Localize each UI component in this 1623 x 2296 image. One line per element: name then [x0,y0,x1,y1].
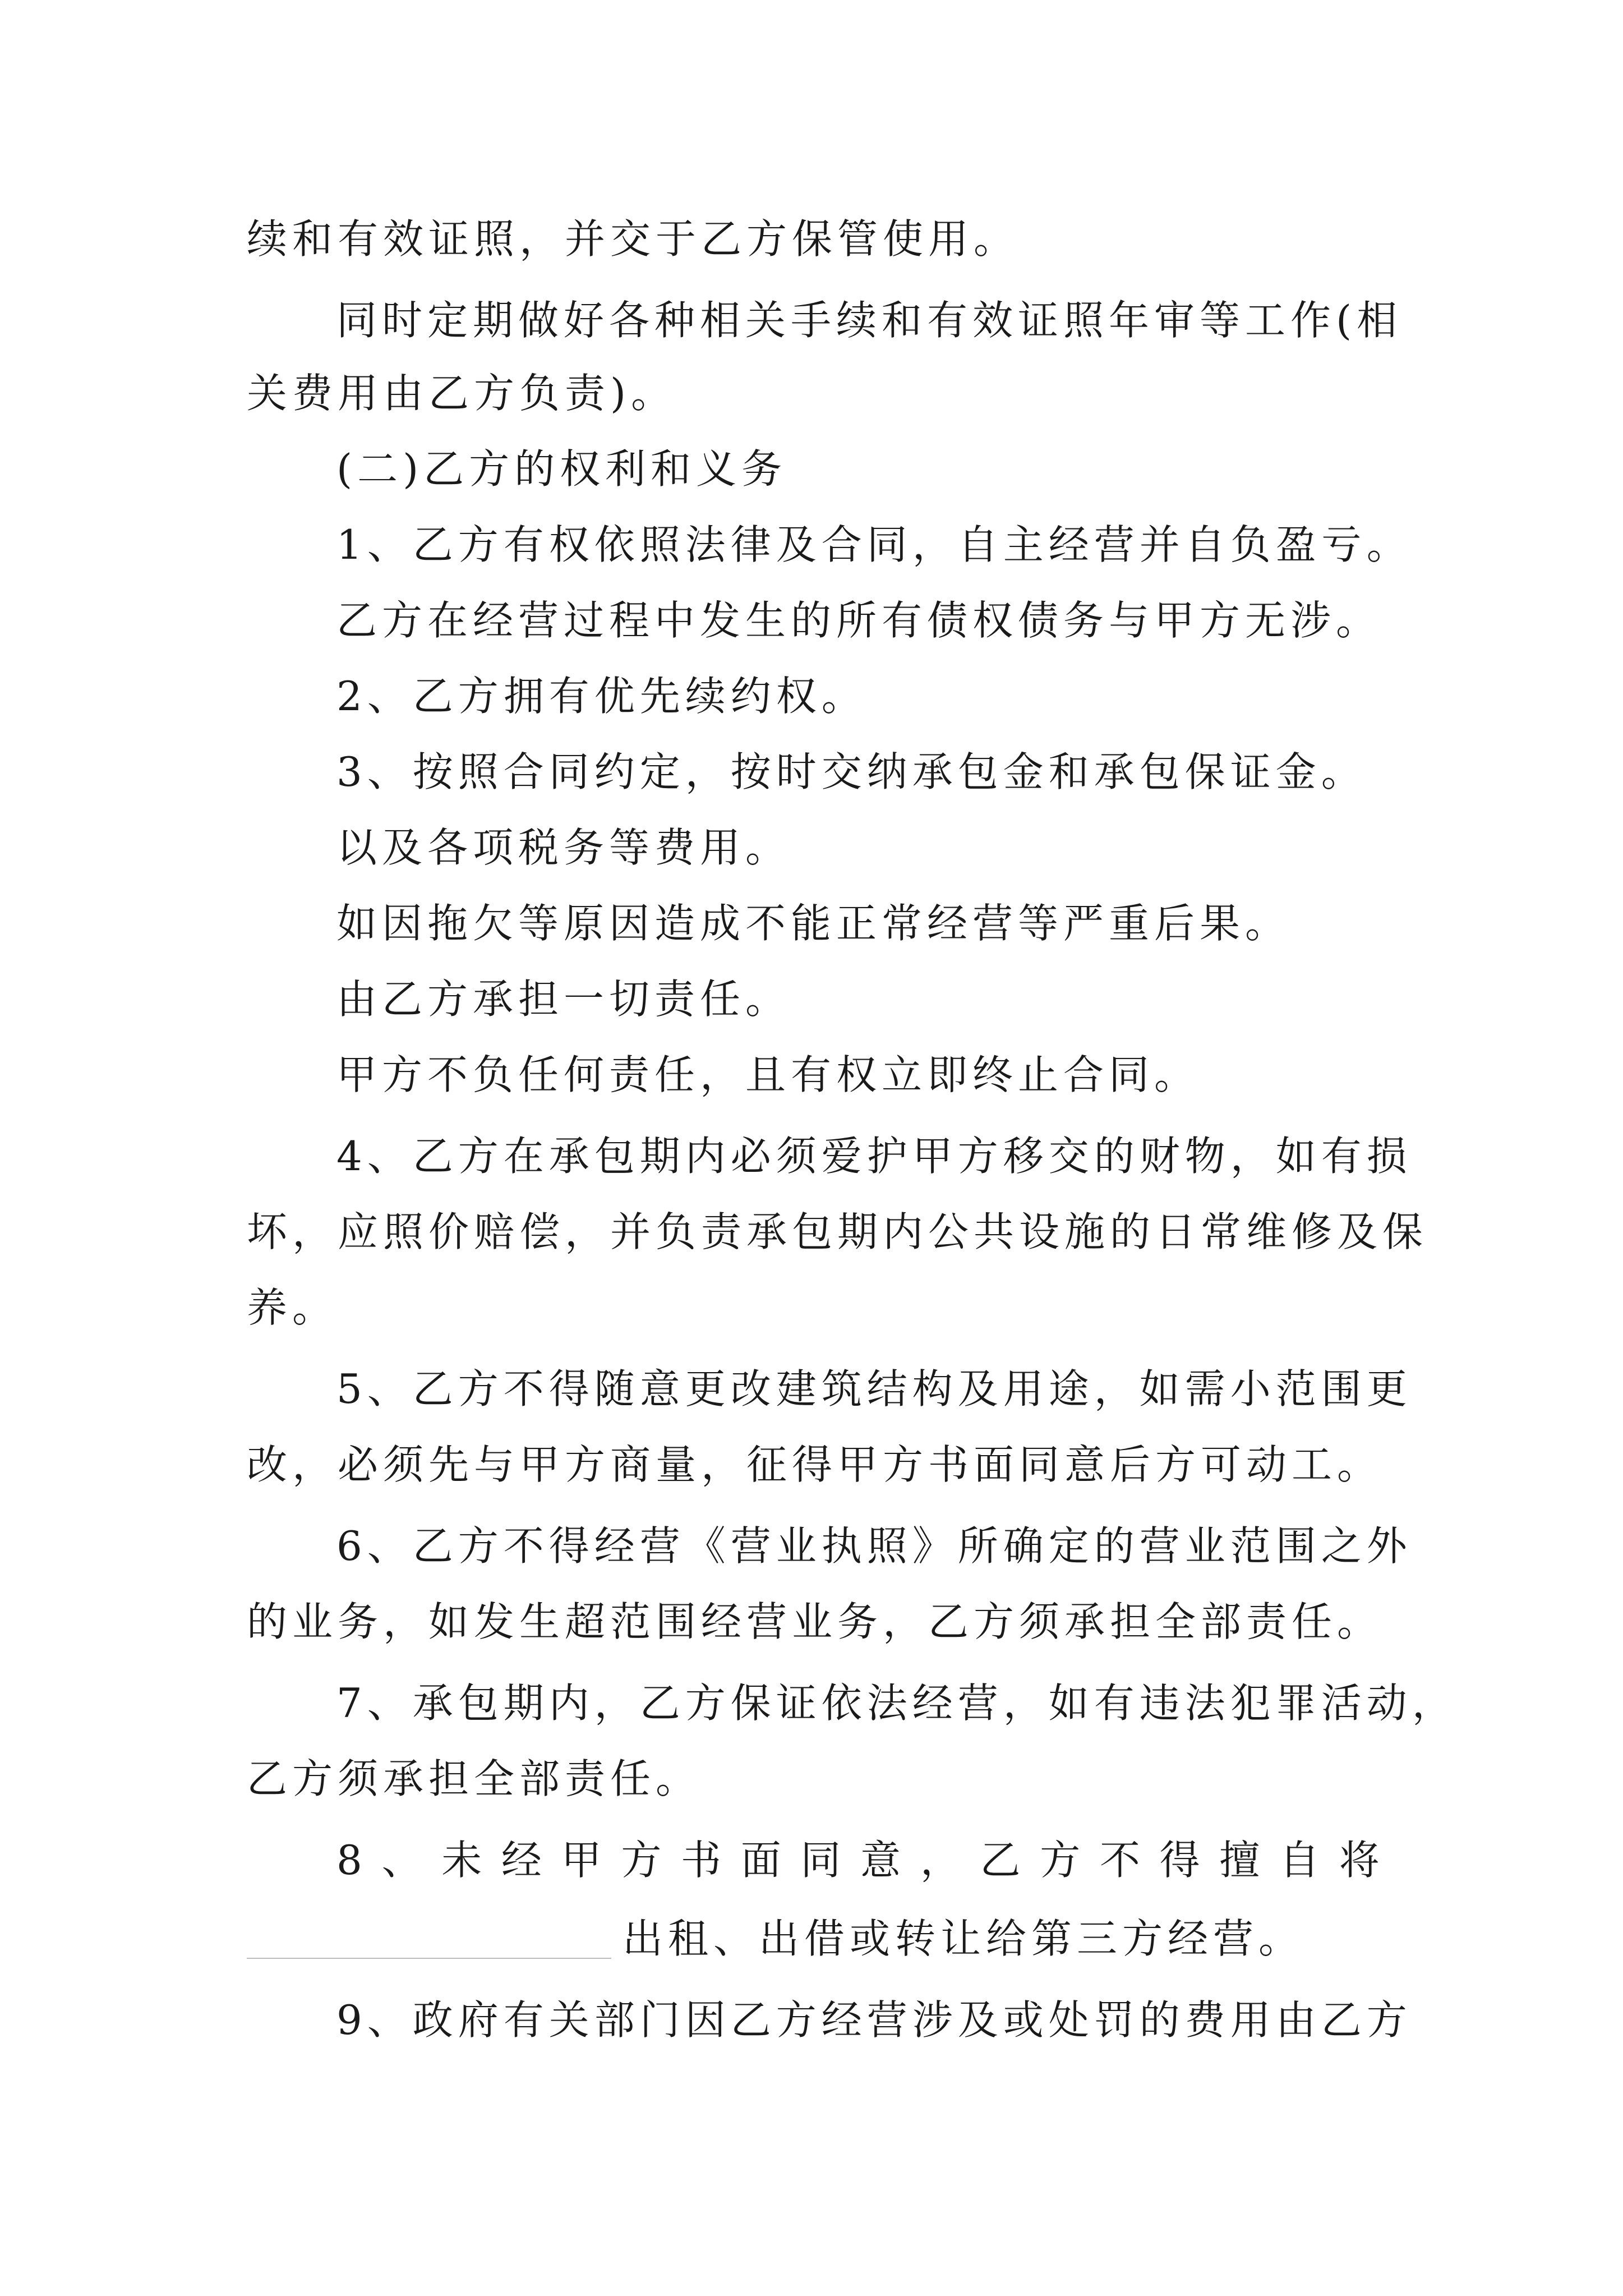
text-char: 方 [1040,1837,1081,1884]
text-char: 书 [681,1837,722,1884]
text-line: 7、承包期内，乙方保证依法经营，如有违法犯罪活动， [336,1680,1458,1727]
text-line: 改，必须先与甲方商量，征得甲方书面同意后方可动工。 [247,1441,1383,1488]
text-char: 面 [740,1837,781,1884]
text-line: 以及各项税务等费用。 [336,824,791,871]
text-line: 续和有效证照，并交于乙方保管使用。 [247,215,1020,263]
text-line: 6、乙方不得经营《营业执照》所确定的营业范围之外 [336,1522,1412,1570]
text-line: 3、按照合同约定，按时交纳承包金和承包保证金。 [336,748,1367,795]
text-char: 甲 [561,1837,602,1884]
text-line-justified [336,1837,1380,1884]
text-char: 方 [621,1837,662,1884]
text-line: 坏，应照价赔偿，并负责承包期内公共设施的日常维修及保 [247,1208,1428,1255]
text-line: 关费用由乙方负责)。 [247,370,677,417]
text-char: 不 [1099,1837,1140,1884]
text-line: 由乙方承担一切责任。 [336,976,791,1023]
text-char: 、 [381,1837,422,1884]
text-line: 2、乙方拥有优先续约权。 [336,673,867,720]
text-char: 得 [1159,1837,1200,1884]
text-line: 乙方在经营过程中发生的所有债权债务与甲方无涉。 [336,597,1382,644]
text-char: 经 [501,1837,542,1884]
text-line: 甲方不负任何责任，且有权立即终止合同。 [336,1051,1200,1098]
text-line: 的业务，如发生超范围经营业务，乙方须承担全部责任。 [247,1598,1383,1645]
text-line: 1、乙方有权依照法律及合同，自主经营并自负盈亏。 [336,521,1412,568]
text-char: 未 [441,1837,482,1884]
text-char: ， [920,1837,961,1884]
text-line: 养。 [247,1284,338,1331]
text-line: 如因拖欠等原因造成不能正常经营等严重后果。 [336,900,1291,947]
text-char: 擅 [1219,1837,1260,1884]
text-char: 意 [860,1837,901,1884]
fill-in-blank [247,1958,611,1959]
text-line: 5、乙方不得随意更改建筑结构及用途，如需小范围更 [336,1365,1412,1412]
section-heading: (二)乙方的权利和义务 [336,445,787,493]
text-line: 出租、出借或转让给第三方经营。 [623,1915,1304,1962]
text-char: 将 [1339,1837,1380,1884]
text-line: 9、政府有关部门因乙方经营涉及或处罚的费用由乙方 [336,1996,1412,2044]
text-char: 同 [800,1837,841,1884]
text-line: 乙方须承担全部责任。 [247,1755,702,1802]
text-char: 乙 [980,1837,1021,1884]
text-char: 自 [1279,1837,1320,1884]
text-char: 8 [336,1837,362,1884]
text-line: 4、乙方在承包期内必须爱护甲方移交的财物，如有损 [336,1133,1412,1180]
text-line: 同时定期做好各种相关手续和有效证照年审等工作(相 [336,297,1403,344]
